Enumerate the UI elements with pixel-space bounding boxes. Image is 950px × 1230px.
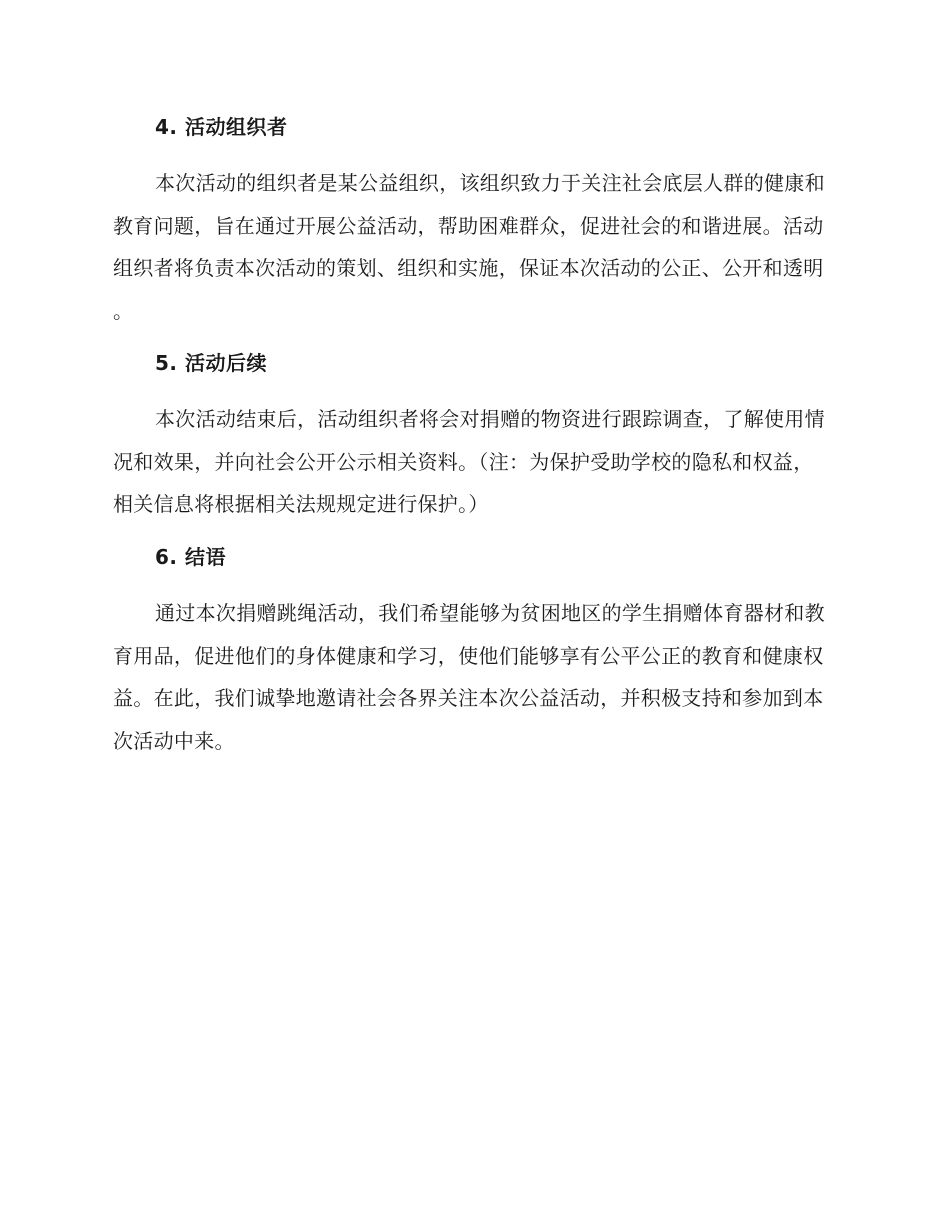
section-paragraph: 通过本次捐赠跳绳活动，我们希望能够为贫困地区的学生捐赠体育器材和教育用品，促进他们的身体健康和学习，使他们能够享有公平公正的教育和健康权益。在此，我们诚挚地邀请社会各界关注本次公益活动，并积极支持和参加到本次活动中来。: [113, 601, 825, 753]
section-organizer: [113, 113, 833, 332]
section-conclusion: [113, 543, 833, 762]
section-heading: 4. 活动组织者: [155, 115, 288, 139]
section-paragraph: 本次活动的组织者是某公益组织，该组织致力于关注社会底层人群的健康和教育问题，旨在通过开展公益活动，帮助困难群众，促进社会的和谐进展。活动组织者将负责本次活动的策划、组织和实施，保证本次活动的公正、公开和透明。: [113, 171, 825, 323]
section-follow-up: [113, 349, 833, 526]
section-heading: 5. 活动后续: [155, 351, 267, 375]
section-heading: 6. 结语: [155, 545, 226, 569]
section-paragraph: 本次活动结束后，活动组织者将会对捐赠的物资进行跟踪调查，了解使用情况和效果，并向社会公开公示相关资料。（注：为保护受助学校的隐私和权益，相关信息将根据相关法规规定进行保护。）: [113, 407, 825, 516]
